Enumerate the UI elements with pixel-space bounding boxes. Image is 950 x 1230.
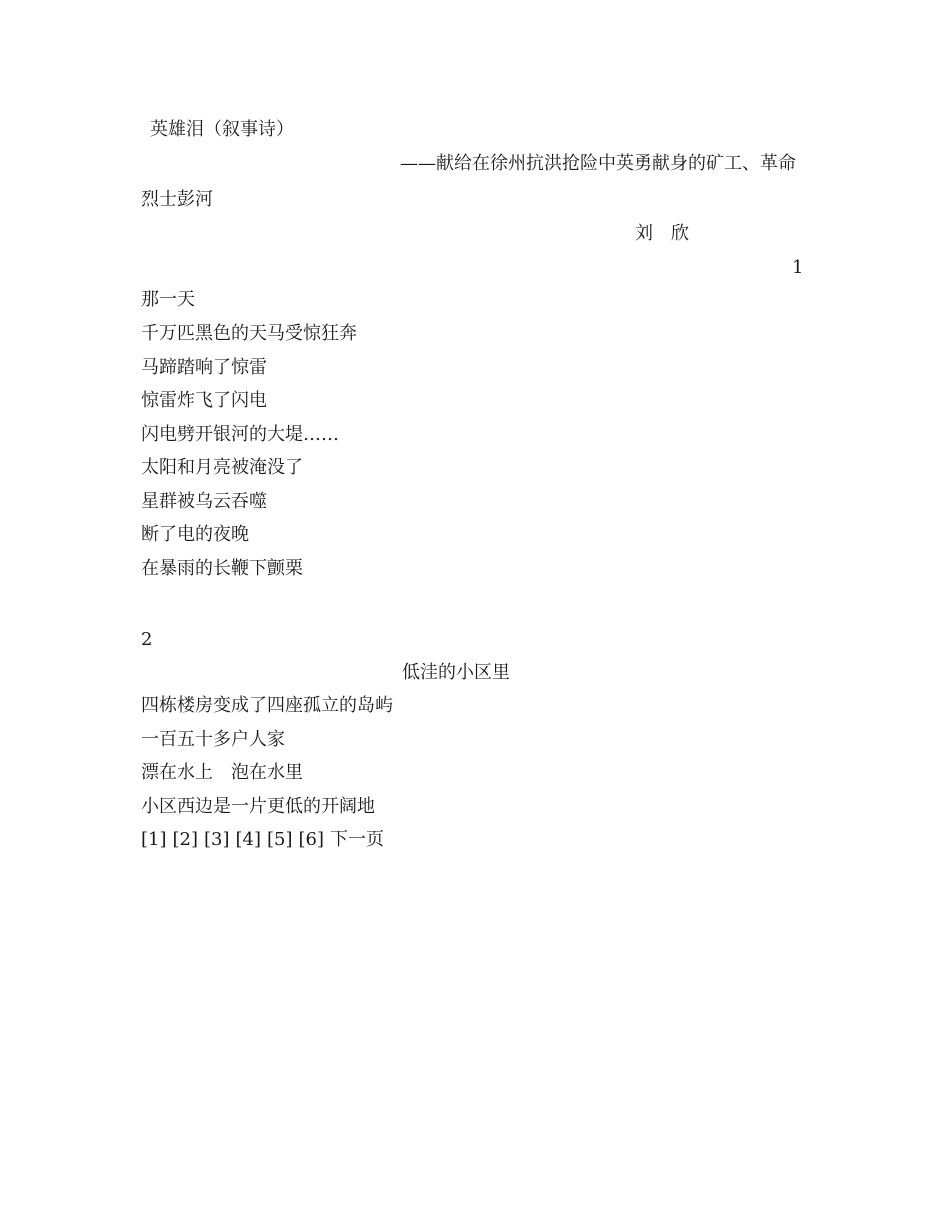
page-link-4[interactable]: [4]	[235, 829, 261, 850]
dedication-line-2: 烈士彭河	[141, 189, 213, 210]
dedication-line-1: ——献给在徐州抗洪抢险中英勇献身的矿工、革命	[400, 153, 796, 174]
poem-line: 马蹄踏响了惊雷	[141, 357, 267, 378]
poem-line: 一百五十多户人家	[141, 729, 285, 750]
poem-line: 在暴雨的长鞭下颤栗	[141, 558, 303, 579]
section-1-number: 1	[792, 257, 804, 278]
poem-line: 千万匹黑色的天马受惊狂奔	[141, 323, 357, 344]
author-name: 刘 欣	[635, 223, 689, 244]
page-link-5[interactable]: [5]	[267, 829, 293, 850]
poem-line: 那一天	[141, 289, 195, 310]
page-link-2[interactable]: [2]	[172, 829, 198, 850]
poem-line: 星群被乌云吞噬	[141, 491, 267, 512]
poem-line: 断了电的夜晚	[141, 524, 249, 545]
section-2-number: 2	[141, 629, 153, 650]
poem-line: 惊雷炸飞了闪电	[141, 390, 267, 411]
page-link-3[interactable]: [3]	[204, 829, 230, 850]
poem-line: 小区西边是一片更低的开阔地	[141, 796, 375, 817]
poem-line: 闪电劈开银河的大堤……	[141, 424, 339, 445]
page-link-1[interactable]: [1]	[141, 829, 167, 850]
poem-title: 英雄泪（叙事诗）	[150, 119, 294, 140]
page-link-6[interactable]: [6]	[298, 829, 324, 850]
pagination	[141, 828, 390, 852]
poem-line: 太阳和月亮被淹没了	[141, 457, 303, 478]
poem-line: 漂在水上 泡在水里	[141, 762, 303, 783]
next-page-link[interactable]: 下一页	[330, 829, 384, 850]
poem-line: 四栋楼房变成了四座孤立的岛屿	[141, 695, 393, 716]
section-2-centered-line: 低洼的小区里	[402, 662, 510, 683]
